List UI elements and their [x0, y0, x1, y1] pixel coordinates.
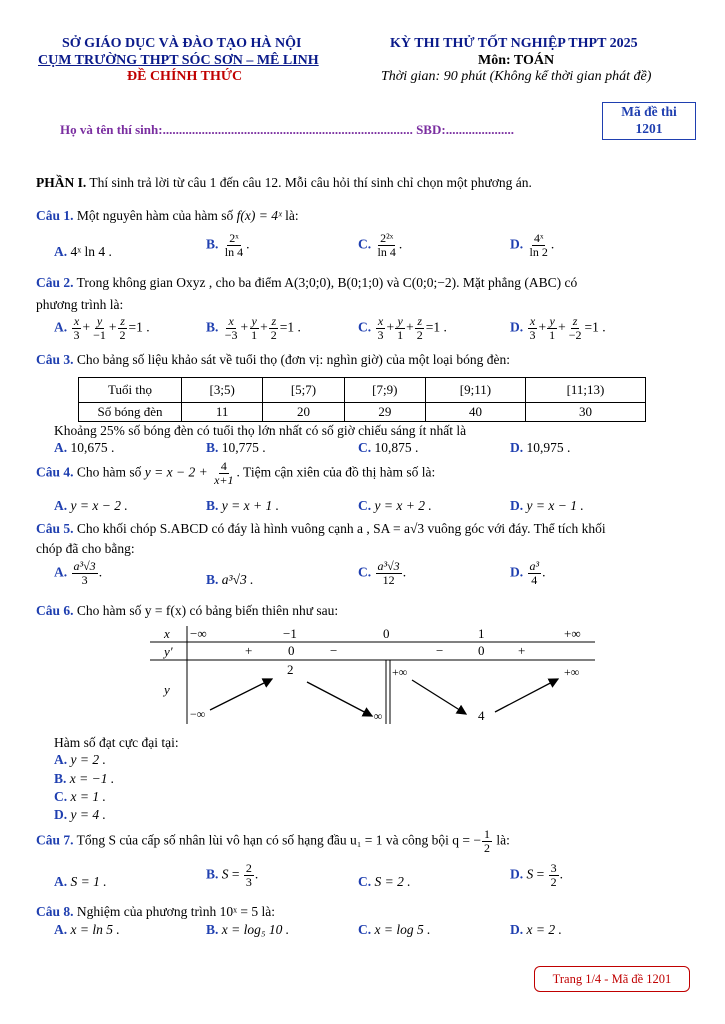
denominator: 2	[550, 875, 557, 889]
table-cell: 20	[263, 403, 344, 422]
option-text: y = 2 .	[70, 752, 106, 767]
option-letter: C.	[358, 564, 372, 580]
yp-sign-3: −	[436, 643, 444, 658]
q7-label: Câu 7.	[36, 832, 74, 848]
q8-label: Câu 8.	[36, 904, 74, 919]
fraction	[376, 232, 398, 259]
var-x-label: x	[164, 626, 170, 641]
y-pinf-right: +∞	[564, 665, 580, 679]
q2-label: Câu 2.	[36, 275, 74, 290]
time-note: Thời gian: 90 phút (Không kể thời gian phát đề)	[381, 69, 652, 84]
option-letter: A.	[54, 564, 68, 580]
table-cell: [3;5)	[182, 378, 263, 403]
q7-option-a[interactable]	[54, 874, 107, 890]
part1-title: PHẦN I.	[36, 175, 87, 190]
q5-option-b[interactable]	[206, 572, 253, 588]
q4-text: Cho hàm số	[73, 464, 145, 480]
option-letter: A.	[54, 498, 68, 513]
denominator: x+1	[214, 473, 234, 487]
numerator: z	[572, 314, 578, 328]
option-text: y = x + 2 .	[374, 498, 432, 513]
y-ninf-mid: −∞	[367, 709, 383, 723]
denominator: 1	[397, 328, 404, 342]
footer-text: Trang 1/4 - Mã đề 1201	[552, 972, 672, 986]
table-row	[79, 378, 646, 403]
yp-sign-2: −	[330, 643, 338, 658]
q7-tail: là:	[493, 832, 510, 848]
denominator: 4	[531, 573, 538, 587]
yp-zero-1: 0	[288, 643, 295, 658]
candidate-line: Họ và tên thí sinh:............................................................................. SBD:.....................	[60, 122, 514, 137]
q5-option-a[interactable]: A. $\frac{\text{a³√3}}{3}$ .	[54, 559, 103, 587]
option-text: x = −1 .	[69, 771, 115, 786]
fraction	[528, 315, 538, 342]
q6-option-a[interactable]	[54, 752, 106, 768]
variation-table	[150, 624, 595, 724]
official-label: ĐỀ CHÍNH THỨC	[127, 69, 243, 84]
q6-question: Hàm số đạt cực đại tại:	[54, 735, 179, 750]
option-letter: C.	[358, 922, 372, 937]
q8-text: Nghiệm của phương trình 10ˣ = 5 là:	[73, 904, 275, 919]
x-one: 1	[478, 626, 485, 641]
table-cell: Tuổi thọ	[79, 378, 182, 403]
q3-question: Khoảng 25% số bóng đèn có tuổi thọ lớn nhất có số giờ chiếu sáng ít nhất là	[54, 423, 467, 438]
denominator: ln 4	[224, 245, 244, 259]
option-letter: C.	[358, 498, 372, 513]
q3-table	[78, 377, 646, 422]
q3-label: Câu 3.	[36, 352, 74, 367]
q6-option-c[interactable]	[54, 789, 106, 805]
option-letter: B.	[206, 498, 219, 513]
table-cell: 11	[182, 403, 263, 422]
denominator: −3	[224, 328, 238, 342]
option-letter: B.	[54, 771, 67, 786]
fraction	[269, 315, 279, 342]
numerator: y	[96, 314, 103, 328]
q3-option-d[interactable]	[510, 440, 570, 456]
q4-option-c[interactable]	[358, 498, 432, 514]
q4-option-a[interactable]	[54, 498, 128, 514]
q4-option-b[interactable]	[206, 498, 279, 514]
y-max-2: 2	[287, 662, 294, 677]
denominator: −1	[93, 328, 106, 342]
y-ninf-left: −∞	[190, 707, 206, 721]
q2-option-d[interactable]: D. $\frac{x}{3}$ + $\frac{y}{1}$ + $\frac{z}{-2}$ =1 .	[510, 314, 606, 342]
numerator: x	[228, 314, 234, 328]
table-row	[79, 403, 646, 422]
var-yp-label: y′	[164, 644, 173, 659]
part1-intro	[36, 175, 532, 191]
q5-option-d[interactable]: D. $\frac{\text{a³}}{4}$ .	[510, 559, 546, 587]
table-cell: [5;7)	[263, 378, 344, 403]
fraction	[415, 315, 425, 342]
denominator: 12	[382, 573, 395, 587]
denominator: 3	[377, 328, 384, 342]
fraction	[528, 232, 550, 259]
numerator: 4	[220, 459, 227, 473]
option-letter: D.	[510, 922, 524, 937]
denominator: 2	[119, 328, 126, 342]
q7-option-c[interactable]	[358, 874, 411, 890]
table-cell: [11;13)	[525, 378, 645, 403]
q3-text: Cho bảng số liệu khảo sát về tuổi thọ (đơn vị: nghìn giờ) của một loại bóng đèn:	[73, 352, 510, 367]
q1-option-c[interactable]: C. $\frac{\text{2²ˣ}}{\ln 4}$ .	[358, 231, 403, 259]
fraction	[482, 828, 492, 855]
question-7	[36, 828, 510, 855]
option-letter: A.	[54, 244, 68, 259]
option-letter: D.	[54, 807, 68, 822]
x-pinf: +∞	[564, 626, 581, 641]
denominator: 1	[549, 328, 556, 342]
q1-math: f(x) = 4ˣ	[236, 208, 282, 223]
yp-sign-1: +	[245, 643, 253, 658]
numerator: 2	[245, 861, 252, 875]
option-letter: C.	[358, 874, 372, 889]
q8-option-b[interactable]	[206, 922, 289, 938]
option-text: y = x + 1 .	[221, 498, 279, 513]
q1-tail: là:	[281, 208, 299, 223]
question-1	[36, 208, 299, 224]
option-text: 10,875 .	[374, 440, 419, 455]
option-letter: A.	[54, 922, 68, 937]
denominator: 2	[484, 841, 490, 855]
option-text: y = x − 2 .	[70, 498, 128, 513]
arrow-up-1	[210, 679, 272, 710]
denominator: 3	[73, 328, 80, 342]
school-name: CỤM TRƯỜNG THPT SÓC SƠN – MÊ LINH	[38, 53, 319, 68]
fraction	[249, 315, 259, 342]
option-letter: D.	[510, 440, 524, 455]
page-footer	[534, 966, 690, 992]
denominator: 3	[529, 328, 536, 342]
option-letter: D.	[510, 866, 524, 882]
option-text: 4ˣ ln 4 .	[70, 244, 112, 259]
option-letter: A.	[54, 752, 68, 767]
q4-option-d[interactable]	[510, 498, 584, 514]
exam-title: KỲ THI THỬ TỐT NGHIỆP THPT 2025	[390, 36, 638, 51]
option-letter: B.	[206, 572, 219, 587]
option-text: 10,775 .	[221, 440, 266, 455]
option-letter: A.	[54, 874, 68, 889]
table-cell: 30	[525, 403, 645, 422]
q6-option-d[interactable]	[54, 807, 106, 823]
x-ninf: −∞	[190, 626, 207, 641]
fraction	[91, 315, 108, 342]
question-6	[36, 603, 338, 619]
arrow-up-2	[495, 679, 558, 712]
table-cell: 29	[344, 403, 425, 422]
option-letter: D.	[510, 564, 524, 580]
table-cell: [9;11)	[425, 378, 525, 403]
numerator: 2ˣ	[229, 231, 239, 245]
numerator: z	[120, 314, 125, 328]
option-text: x = ln 5 .	[70, 922, 120, 937]
option-text: y = 4 .	[70, 807, 106, 822]
q4-math: y = x − 2 +	[144, 464, 212, 480]
option-letter: B.	[206, 440, 219, 455]
table-cell: [7;9)	[344, 378, 425, 403]
table-cell: Số bóng đèn	[79, 403, 182, 422]
q8-option-d[interactable]	[510, 922, 562, 938]
fraction	[547, 315, 557, 342]
q3-option-b[interactable]	[206, 440, 266, 456]
question-3	[36, 352, 510, 368]
q3-option-c[interactable]	[358, 440, 418, 456]
denominator: 2	[270, 328, 277, 342]
option-text: 10,675 .	[70, 440, 115, 455]
q6-option-b[interactable]	[54, 771, 114, 787]
denominator: 1	[251, 328, 258, 342]
option-letter: D.	[510, 319, 524, 335]
denominator: 2	[416, 328, 423, 342]
fraction	[395, 315, 405, 342]
numerator: a³	[529, 559, 540, 573]
option-text: a³√3 .	[221, 572, 254, 587]
q8-option-a[interactable]	[54, 922, 120, 938]
option-text: y = x − 1 .	[526, 498, 584, 513]
dept-name: SỞ GIÁO DỤC VÀ ĐÀO TẠO HÀ NỘI	[62, 36, 302, 51]
option-text: x = 2 .	[526, 922, 562, 937]
q1-label: Câu 1.	[36, 208, 74, 223]
fraction	[244, 862, 254, 889]
q5-label: Câu 5.	[36, 521, 74, 536]
q1-option-a[interactable]	[54, 244, 112, 260]
fraction	[567, 315, 584, 342]
numerator: y	[549, 314, 555, 328]
fraction	[72, 560, 98, 587]
question-4	[36, 460, 435, 487]
q2-option-c[interactable]: C. $\frac{x}{3}$ + $\frac{y}{1}$ + $\frac{z}{2}$ =1 .	[358, 314, 447, 342]
denominator: 3	[81, 573, 88, 587]
q5-text2: chóp đã cho bằng:	[36, 541, 135, 556]
option-letter: A.	[54, 440, 68, 455]
option-letter: C.	[358, 319, 372, 335]
denominator: ln 2	[529, 245, 548, 259]
fraction	[376, 560, 402, 587]
q6-text: Cho hàm số y = f(x) có bảng biến thiên như sau:	[73, 603, 339, 618]
exam-code-label: Mã đề thi	[621, 104, 677, 119]
yp-zero-2: 0	[478, 643, 485, 658]
numerator: 4ˣ	[533, 231, 544, 245]
y-pinf-mid: +∞	[392, 665, 408, 679]
q1-text: Một nguyên hàm của hàm số	[73, 208, 237, 223]
table-cell: 40	[425, 403, 525, 422]
numerator: x	[377, 314, 384, 328]
question-5	[36, 521, 606, 537]
x-zero: 0	[383, 626, 390, 641]
question-8	[36, 904, 275, 920]
q6-label: Câu 6.	[36, 603, 74, 618]
yp-sign-4: +	[518, 643, 526, 658]
denominator: 3	[245, 875, 252, 889]
fraction	[528, 560, 542, 587]
q2-option-a[interactable]: A. $\frac{x}{3}$ + $\frac{y}{-1}$ + $\frac{z}{2}$ =1 .	[54, 314, 150, 342]
option-letter: C.	[358, 440, 372, 455]
option-text: x = 1 .	[70, 789, 106, 804]
option-letter: A.	[54, 319, 68, 335]
option-letter: D.	[510, 236, 524, 252]
numerator: 1	[484, 827, 490, 841]
option-letter: D.	[510, 498, 524, 513]
q1-option-b[interactable]: B. $\frac{\text{2ˣ}}{\ln 4}$ .	[206, 231, 250, 259]
part1-text: Thí sinh trả lời từ câu 1 đến câu 12. Mỗi câu hỏi thí sinh chỉ chọn một phương án.	[86, 175, 532, 190]
denominator: −2	[568, 328, 582, 342]
exam-code: 1201	[635, 121, 663, 136]
numerator: a³√3	[377, 559, 400, 573]
x-minus1: −1	[283, 626, 297, 641]
option-letter: B.	[206, 922, 219, 937]
q4-tail: . Tiệm cận xiên của đồ thị hàm số là:	[236, 464, 436, 480]
question-2	[36, 275, 577, 291]
numerator: z	[417, 314, 423, 328]
fraction	[118, 315, 128, 342]
q2-option-b[interactable]: B. $\frac{x}{-3}$ + $\frac{y}{1}$ + $\frac{z}{2}$ =1 .	[206, 314, 301, 342]
option-letter: C.	[358, 236, 372, 252]
q7-option-b[interactable]: B. S = $\frac{2}{3}$ .	[206, 861, 259, 889]
option-text: S = 2 .	[374, 874, 411, 889]
arrow-down-2	[412, 680, 466, 714]
y-min-4: 4	[478, 708, 485, 723]
exam-code-box	[602, 102, 696, 140]
q4-label: Câu 4.	[36, 464, 74, 480]
q2-text: Trong không gian Oxyz , cho ba điểm A(3;0;0), B(0;1;0) và C(0;0;−2). Mặt phẳng (ABC) có	[73, 275, 578, 290]
numerator: 2²ˣ	[380, 231, 394, 245]
arrow-down-1	[307, 682, 372, 716]
fraction	[223, 232, 245, 259]
fraction	[212, 460, 235, 487]
denominator: ln 4	[377, 245, 396, 259]
fraction	[549, 862, 559, 889]
numerator: y	[397, 314, 403, 328]
option-letter: B.	[206, 236, 219, 252]
q2-text2: phương trình là:	[36, 297, 124, 312]
numerator: x	[73, 314, 80, 328]
option-text: x = log 5 .	[374, 922, 431, 937]
q7-option-d[interactable]: D. S = $\frac{3}{2}$ .	[510, 861, 563, 889]
q7-text: Tổng S của cấp số nhân lùi vô hạn có số hạng đầu u₁ = 1 và công bội q = −	[73, 832, 481, 848]
option-letter: B.	[206, 866, 219, 882]
subject: Môn: TOÁN	[478, 53, 555, 68]
option-text: x = log₅ 10 .	[221, 922, 290, 937]
option-text: 10,975 .	[526, 440, 571, 455]
numerator: 3	[550, 861, 557, 875]
q5-option-c[interactable]: C. $\frac{\text{a³√3}}{12}$ .	[358, 559, 407, 587]
option-letter: C.	[54, 789, 68, 804]
q3-option-a[interactable]	[54, 440, 114, 456]
fraction	[376, 315, 386, 342]
numerator: a³√3	[73, 559, 96, 573]
fraction	[72, 315, 82, 342]
numerator: y	[251, 314, 257, 328]
fraction	[223, 315, 240, 342]
option-letter: B.	[206, 319, 219, 335]
var-y-label: y	[164, 682, 170, 697]
option-text: S = 1 .	[70, 874, 107, 889]
q5-text: Cho khối chóp S.ABCD có đáy là hình vuông cạnh a , SA = a√3 vuông góc với đáy. Thể tích khối	[73, 521, 606, 536]
numerator: x	[529, 314, 536, 328]
q8-option-c[interactable]	[358, 922, 430, 938]
q1-option-d[interactable]: D. $\frac{\text{4ˣ}}{\ln 2}$ .	[510, 231, 555, 259]
numerator: z	[271, 314, 277, 328]
